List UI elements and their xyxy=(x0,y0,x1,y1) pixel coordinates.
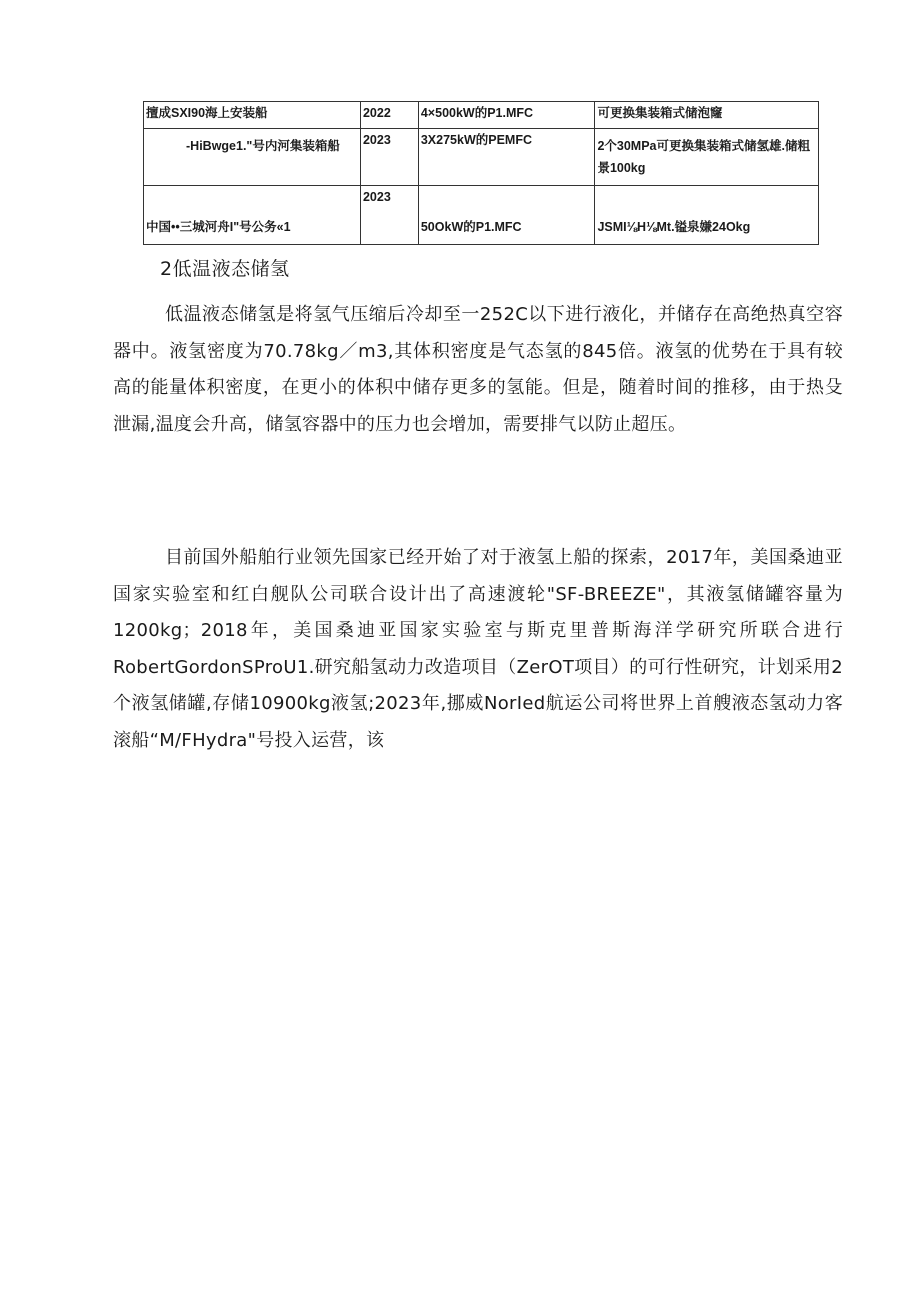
storage-cell: JSMI⅛H⅛Mt.镒泉嫌24Okg xyxy=(595,186,819,245)
year-cell: 2023 xyxy=(360,186,418,245)
section-heading: 2低温液态储氢 xyxy=(160,258,290,280)
year-cell: 2023 xyxy=(360,129,418,186)
storage-cell: 2个30MPa可更换集装箱式储氢雄.储粗景100kg xyxy=(595,129,819,186)
storage-cell: 可更换集装箱式储泡窿 xyxy=(595,102,819,129)
power-cell: 4×500kW的P1.MFC xyxy=(418,102,595,129)
power-cell: 50OkW的P1.MFC xyxy=(418,186,595,245)
hydrogen-ship-table xyxy=(143,101,819,245)
ship-name-cell: 中国••三城河舟I"号公务«1 xyxy=(144,186,361,245)
table-row xyxy=(144,102,819,129)
paragraph-liquid-hydrogen: 低温液态储氢是将氢气压缩后冷却至一252C以下进行液化，并储存在高绝热真空容器中。液氢密度为70.78kg／m3,其体积密度是气态氢的845倍。液氢的优势在于具有较高的能量体积密度，在更小的体积中储存更多的氢能。但是，随着时间的推移，由于热殳泄漏,温度会升高，储氢容器中的压力也会增加，需要排气以防止超压。 xyxy=(113,304,843,435)
paragraph-ship-exploration: 目前国外船舶行业领先国家已经开始了对于液氢上船的探索，2017年，美国桑迪亚国家实验室和红白舰队公司联合设计出了高速渡轮"SF-BREEZE"，其液氢储罐容量为1200kg；2018年，美国桑迪亚国家实验室与斯克里普斯海洋学研究所联合进行RobertGordonSProU1.研究船氢动力改造项目（ZerOT项目）的可行性研究，计划采用2个液氢储罐,存储10900kg液氢;2023年,挪威NorIed航运公司将世界上首艘液态氢动力客滚船“M/FHydra"号投入运营，该 xyxy=(113,547,843,751)
ship-name-cell: 擅成SXI90海上安装船 xyxy=(144,102,361,129)
power-cell: 3X275kW的PEMFC xyxy=(418,129,595,186)
ship-name-cell: -HiBwge1."号内河集装箱船 xyxy=(144,129,361,186)
table-row xyxy=(144,186,819,245)
table-row xyxy=(144,129,819,186)
year-cell: 2022 xyxy=(360,102,418,129)
